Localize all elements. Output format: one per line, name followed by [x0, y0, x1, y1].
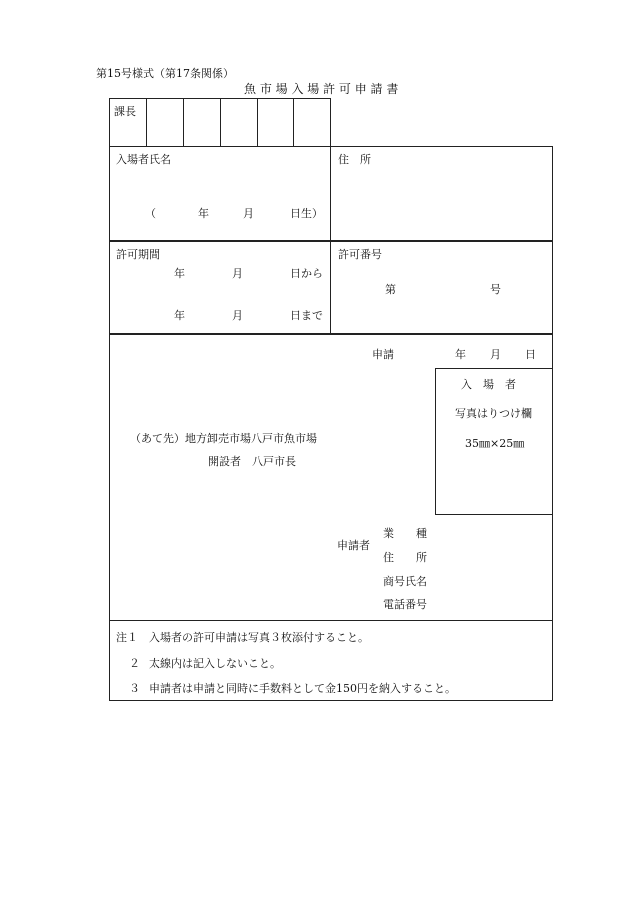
period-to-day: 日まで	[290, 309, 323, 322]
applicant-tradename-label: 商号氏名	[383, 575, 427, 588]
addressee-line1: （あて先）地方卸売市場八戸市魚市場	[130, 432, 317, 445]
period-from-year: 年	[174, 267, 185, 280]
period-to-year: 年	[174, 309, 185, 322]
permit-period-label: 許可期間	[116, 248, 160, 261]
photo-line1: 入 場 者	[461, 378, 516, 391]
permit-number-go: 号	[490, 283, 501, 296]
permit-number-label: 許可番号	[338, 248, 382, 261]
note-3-number: ３	[129, 682, 140, 695]
applicant-phone-label: 電話番号	[383, 598, 427, 611]
photo-line2: 写真はりつけ欄	[455, 407, 532, 420]
birth-year-label: 年	[198, 207, 209, 220]
permit-number-dai: 第	[385, 283, 396, 296]
applicant-business-label: 業 種	[383, 527, 427, 540]
applicant-address-label: 住 所	[383, 551, 427, 564]
period-to-month: 月	[232, 309, 243, 322]
addressee-line2: 開設者 八戸市長	[208, 455, 296, 468]
application-year: 年	[455, 348, 466, 361]
form-number: 第15号様式（第17条関係）	[96, 67, 234, 80]
entrant-address-label: 住 所	[338, 153, 371, 166]
birth-month-label: 月	[243, 207, 254, 220]
photo-line3: 35㎜×25㎜	[465, 437, 525, 450]
kacho-label: 課長	[114, 105, 136, 118]
application-day: 日	[525, 348, 536, 361]
period-from-month: 月	[232, 267, 243, 280]
entrant-name-label: 入場者氏名	[116, 153, 171, 166]
note-1-number: 注１	[116, 631, 138, 644]
note-3-text: 申請者は申請と同時に手数料として金150円を納入すること。	[149, 682, 456, 695]
period-from-day: 日から	[290, 267, 323, 280]
application-month: 月	[490, 348, 501, 361]
note-2-number: ２	[129, 657, 140, 670]
application-date-label: 申請	[372, 348, 394, 361]
birth-open-paren: （	[145, 207, 156, 220]
birth-day-label: 日生）	[290, 207, 323, 220]
note-1-text: 入場者の許可申請は写真３枚添付すること。	[149, 631, 369, 644]
form-title: 魚 市 場 入 場 許 可 申 請 書	[244, 82, 399, 96]
note-2-text: 太線内は記入しないこと。	[149, 657, 281, 670]
applicant-label: 申請者	[337, 539, 370, 552]
